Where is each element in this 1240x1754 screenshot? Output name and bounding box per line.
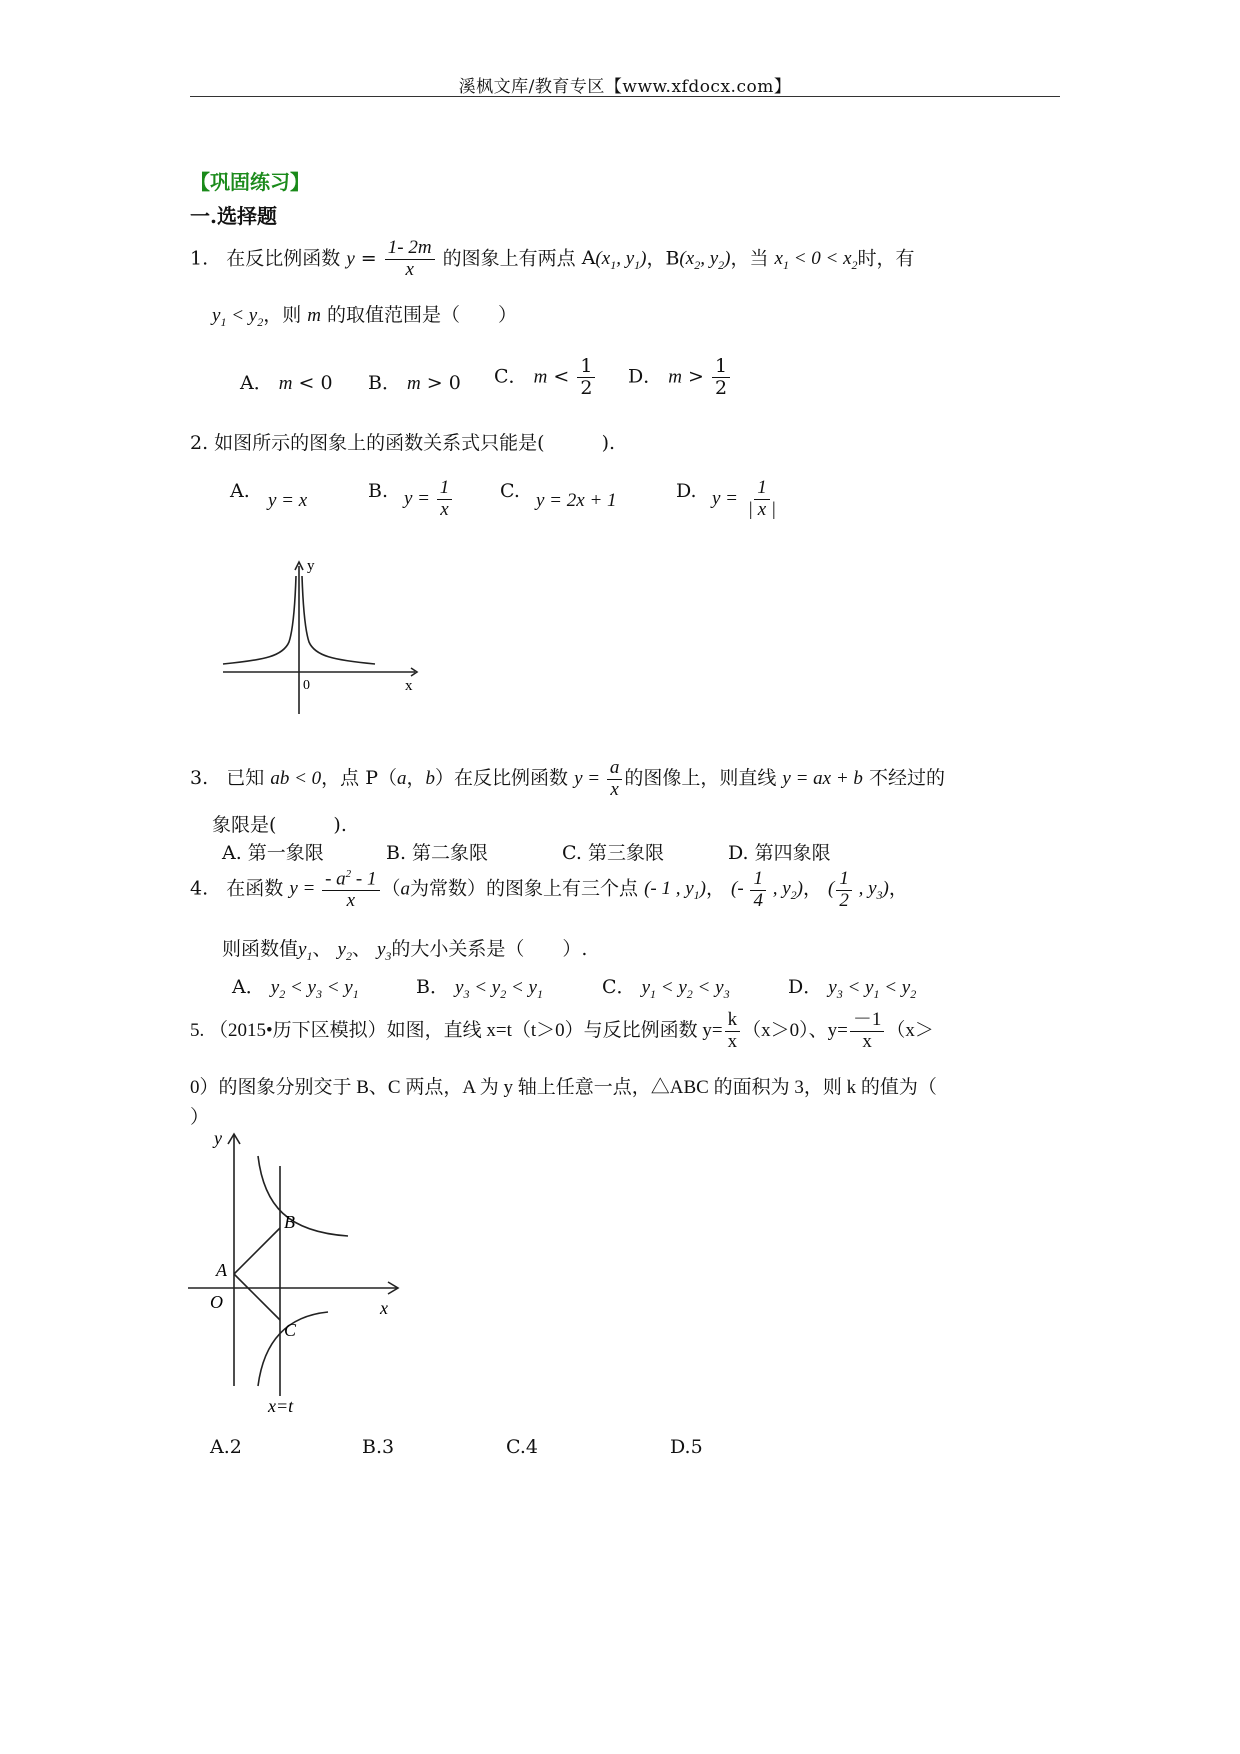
q3-function: y = $\frac{a}{x}$	[574, 768, 624, 789]
q5-text-3: （x＞	[886, 1019, 934, 1041]
q5-point-a-label: A	[216, 1260, 227, 1280]
q5-option-c[interactable]: C.4	[506, 1436, 538, 1458]
q3-option-a[interactable]: A. 第一象限	[222, 842, 324, 864]
q1-text-4: 时，有	[857, 247, 915, 270]
q2-option-d[interactable]: D.	[676, 480, 697, 502]
question-2-text: 2. 如图所示的图象上的函数关系式只能是( ).	[190, 432, 616, 454]
q1-text-3: ，当	[730, 247, 769, 270]
q5-point-c-label: C	[284, 1320, 297, 1340]
q1-condition-2: $y_1 < y_2$	[212, 305, 264, 329]
q5-option-d[interactable]: D.5	[670, 1436, 703, 1458]
q3-line: y = ax + b	[782, 767, 863, 789]
q2-option-d-expr: y = $\frac{1}{| x |}$	[712, 477, 777, 520]
q2-option-a[interactable]: A.	[230, 480, 250, 502]
q4-option-d[interactable]: D． $y_3 < y_1 < y_2$	[788, 976, 917, 1001]
q5-frac2-num: －1	[850, 1010, 885, 1032]
q4-function: y = $\frac{- a^2 - 1}{x}$	[289, 878, 381, 899]
q2-option-a-expr: y = x	[268, 490, 308, 511]
q5-curve-b	[258, 1156, 348, 1236]
question-4-line-1: 4. 在函数 y = $\frac{- a^2 - 1}{x}$ （a为常数）的图象上有三个点 (- 1 , $y_1$)， (- $\frac{1}{4}$ , $y_2$)， ( $\frac{1}{2}$ , $y_3$)，	[190, 867, 908, 912]
q5-option-b[interactable]: B.3	[362, 1436, 395, 1458]
q1-fraction	[385, 238, 435, 281]
q2-option-b-expr: y = $\frac{1}{x}$	[404, 478, 454, 521]
q2-origin-label: 0	[303, 678, 310, 693]
q1-math-y: y	[346, 248, 355, 270]
q3-number: 3.	[190, 766, 209, 789]
q5-origin-label: O	[210, 1292, 223, 1312]
q5-frac2-den: x	[862, 1030, 872, 1052]
q1-option-c[interactable]: C． m < $\frac{1}{2}$	[494, 356, 597, 399]
q3-option-d[interactable]: D. 第四象限	[728, 842, 831, 864]
q5-text-2: （x＞0）、y=	[742, 1019, 848, 1041]
q5-text-1: 5. （2015•历下区模拟）如图，直线 x=t（t＞0）与反比例函数 y=	[190, 1019, 723, 1041]
q1-number: 1.	[190, 247, 209, 270]
q5-frac1-num: k	[725, 1010, 741, 1032]
question-5-line-3: ）	[190, 1107, 210, 1128]
q2-x-label: x	[405, 678, 413, 694]
q5-x-label: x	[380, 1298, 388, 1318]
question-1-line-2	[212, 300, 517, 330]
q1-text-2: 的图象上有两点	[442, 247, 576, 270]
q2-option-c[interactable]: C.	[500, 480, 520, 502]
q3-option-c[interactable]: C. 第三象限	[562, 842, 664, 864]
q2-option-b[interactable]: B.	[368, 480, 389, 502]
q1-option-d[interactable]: D． m > $\frac{1}{2}$	[628, 356, 732, 399]
q1-text-5: ，则	[263, 304, 302, 326]
q3-condition: ab < 0	[270, 767, 322, 789]
q1-math-m: m	[307, 305, 321, 326]
question-5-line-2: 0）的图象分别交于 B、C 两点，A 为 y 轴上任意一点，△ABC 的面积为 3，则 k 的值为（	[190, 1077, 937, 1098]
q2-option-c-expr: y = 2x + 1	[536, 490, 617, 511]
q2-y-label: y	[307, 558, 315, 574]
q4-option-c[interactable]: C． $y_1 < y_2 < y_3$	[602, 976, 730, 1001]
q5-segment-ab	[234, 1228, 280, 1274]
question-5-line-1	[190, 1010, 934, 1053]
q3-text-4: 的图像上，则直线	[624, 766, 777, 789]
q4-number: 4.	[190, 877, 209, 900]
q2-graph	[215, 556, 425, 716]
question-3-line-2: 象限是( ).	[212, 814, 347, 836]
header-divider	[190, 96, 1060, 97]
section-subtitle: 一.选择题	[190, 204, 277, 228]
q5-frac1-den: x	[727, 1030, 738, 1052]
q1-condition: $x_1 < 0 < x_2$	[774, 248, 858, 273]
question-1-line-1: 1. 在反比例函数 y = $\frac{1- 2m}{x}$ 的图象上有两点 $A(x_1$, $y_1$)，$B(x_2$, $y_2$)，当 $x_1 < 0 < x_2$时，有	[190, 237, 915, 280]
q3-text-5: 不经过的	[868, 766, 945, 789]
q4-option-b[interactable]: B． $y_3 < y_2 < y_1$	[416, 976, 543, 1001]
q5-y-label: y	[214, 1128, 222, 1148]
q5-graph	[188, 1126, 408, 1416]
q3-text-1: 已知	[226, 766, 265, 789]
q1-point-a: $A(x_1$, $y_1$)	[581, 247, 647, 273]
q1-frac-num: 1- 2m	[385, 238, 435, 260]
q1-option-a[interactable]: A． m < 0	[240, 372, 333, 394]
page-header: 溪枫文库/教育专区【www.xfdocx.com】	[458, 77, 792, 97]
q1-frac-den: x	[405, 258, 414, 280]
section-title: 【巩固练习】	[190, 170, 310, 194]
question-4-line-2: 则函数值$y_1$、 $y_2$、 $y_3$的大小关系是（ ）.	[222, 938, 588, 963]
q4-point-2: (- $\frac{1}{4}$ , $y_2$)	[731, 867, 803, 911]
q5-line-label: x=t	[268, 1396, 294, 1416]
q4-text-3: 为常数）的图象上有三个点	[410, 877, 639, 900]
q5-segment-ac	[234, 1274, 280, 1320]
q5-option-a[interactable]: A.2	[210, 1436, 242, 1458]
q1-text-6: 的取值范围是（ ）	[327, 304, 518, 326]
q3-text-2: ，点 P（	[321, 766, 397, 789]
q4-text-2: （	[381, 877, 401, 900]
q4-text-1: 在函数	[226, 877, 284, 900]
question-3-line-1: 3. 已知 ab < 0，点 P（a，b）在反比例函数 y = $\frac{a}{x}$ 的图像上，则直线 y = ax + b 不经过的	[190, 757, 945, 800]
q5-point-b-label: B	[284, 1212, 295, 1232]
q3-text-3: ）在反比例函数	[435, 766, 569, 789]
q1-option-b[interactable]: B． m > 0	[368, 372, 461, 394]
q1-text-1: 在反比例函数	[226, 247, 341, 270]
q4-text-5: 的大小关系是（ ）.	[391, 938, 588, 960]
q4-option-a[interactable]: A． $y_2 < y_3 < y_1$	[232, 976, 359, 1001]
q4-text-4: 则函数值	[222, 938, 299, 960]
q4-point-1: (- 1 , $y_1$)	[644, 878, 706, 903]
q4-point-3: ( $\frac{1}{2}$ , $y_3$)	[828, 867, 889, 911]
q2-curve-left	[223, 576, 296, 664]
q2-curve-right	[302, 576, 375, 664]
q3-option-b[interactable]: B. 第二象限	[386, 842, 489, 864]
